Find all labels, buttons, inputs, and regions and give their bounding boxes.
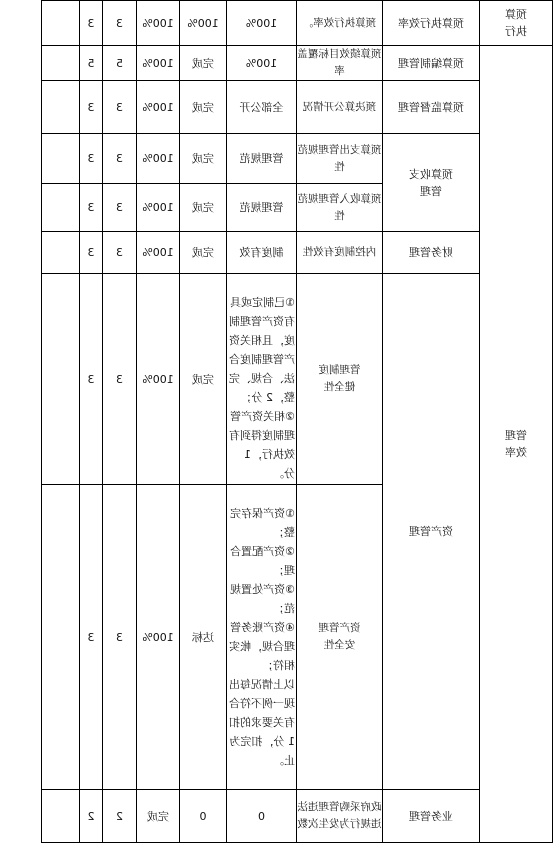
level2-indicator-cell: 预算收支 管理 — [383, 134, 480, 232]
remarks-cell — [42, 1, 80, 46]
remarks-cell — [42, 485, 80, 790]
table-row — [42, 1, 553, 46]
remarks-cell — [42, 134, 80, 184]
completion-rate-cell: 100% — [137, 46, 180, 81]
completion-rate-cell: 100% — [137, 274, 180, 485]
score-cell: 3 — [80, 81, 103, 134]
level3-indicator-cell: 预决算公开情况 — [297, 81, 383, 134]
level2-indicator-cell: 预算执行效率 — [383, 1, 480, 46]
level3-indicator-cell: 预算收入管理规范性 — [297, 184, 383, 232]
level3-indicator-cell: 管理制度 健全性 — [297, 274, 383, 485]
completion-rate-cell: 100% — [137, 81, 180, 134]
score-cell: 2 — [80, 790, 103, 843]
target-value-cell: 100% — [227, 1, 297, 46]
score-cell: 3 — [80, 274, 103, 485]
score-cell: 3 — [80, 134, 103, 184]
weight-cell: 3 — [103, 232, 137, 274]
level3-indicator-cell: 预算绩效目标覆盖率 — [297, 46, 383, 81]
completion-rate-cell: 完成 — [137, 790, 180, 843]
level2-indicator-cell: 预算监督管理 — [383, 81, 480, 134]
level2-indicator-cell: 业务管理 — [383, 790, 480, 843]
actual-value-cell: 完成 — [180, 134, 227, 184]
remarks-cell — [42, 81, 80, 134]
remarks-cell — [42, 232, 80, 274]
weight-cell: 5 — [103, 46, 137, 81]
target-value-cell: 管理规范 — [227, 184, 297, 232]
score-cell: 3 — [80, 485, 103, 790]
level1-indicator-cell: 预算 执行 — [480, 1, 553, 46]
level2-indicator-cell: 财务管理 — [383, 232, 480, 274]
completion-rate-cell: 100% — [137, 485, 180, 790]
actual-value-cell: 0 — [180, 790, 227, 843]
level3-indicator-cell: 政府采购管理违法违规行为发生次数 — [297, 790, 383, 843]
actual-value-cell: 完成 — [180, 232, 227, 274]
completion-rate-cell: 100% — [137, 134, 180, 184]
criteria-text: ①已制定或具有资产管理制度，且相关资产管理制度合法、合规、完整，2 分； ②相关资产管理制度得到有效执行，1 分。 — [229, 296, 295, 480]
actual-value-cell: 完成 — [180, 274, 227, 485]
target-value-cell: 管理规范 — [227, 134, 297, 184]
level3-indicator-cell: 内控制度有效性 — [297, 232, 383, 274]
actual-value-cell: 达标 — [180, 485, 227, 790]
remarks-cell — [42, 46, 80, 81]
score-cell: 5 — [80, 46, 103, 81]
table-row — [42, 81, 553, 134]
completion-rate-cell: 100% — [137, 232, 180, 274]
actual-value-cell: 100% — [180, 1, 227, 46]
actual-value-cell: 完成 — [180, 81, 227, 134]
target-value-cell: 制度有效 — [227, 232, 297, 274]
table-row — [42, 134, 553, 184]
weight-cell: 3 — [103, 1, 137, 46]
actual-value-cell: 完成 — [180, 46, 227, 81]
remarks-cell — [42, 790, 80, 843]
weight-cell: 3 — [103, 81, 137, 134]
criteria-text-cell — [227, 485, 297, 790]
remarks-cell — [42, 274, 80, 485]
level3-indicator-cell: 预算执行效率。 — [297, 1, 383, 46]
target-value-cell: 100% — [227, 46, 297, 81]
completion-rate-cell: 100% — [137, 1, 180, 46]
weight-cell: 3 — [103, 134, 137, 184]
target-value-cell: 全部公开 — [227, 81, 297, 134]
criteria-text-cell — [227, 274, 297, 485]
score-cell: 3 — [80, 184, 103, 232]
score-cell: 3 — [80, 1, 103, 46]
level3-indicator-cell: 资产管理 安全性 — [297, 485, 383, 790]
level3-indicator-cell: 预算支出管理规范性 — [297, 134, 383, 184]
remarks-cell — [42, 184, 80, 232]
target-value-cell: 0 — [227, 790, 297, 843]
level1-indicator-cell: 管理 效率 — [480, 46, 553, 843]
table-row — [42, 46, 553, 81]
level2-indicator-cell: 资产管理 — [383, 274, 480, 790]
table-row — [42, 790, 553, 843]
actual-value-cell: 完成 — [180, 184, 227, 232]
table-row — [42, 274, 553, 485]
weight-cell: 3 — [103, 485, 137, 790]
weight-cell: 3 — [103, 184, 137, 232]
performance-evaluation-table — [41, 0, 553, 843]
weight-cell: 2 — [103, 790, 137, 843]
weight-cell: 3 — [103, 274, 137, 485]
completion-rate-cell: 100% — [137, 184, 180, 232]
table-row — [42, 232, 553, 274]
score-cell: 3 — [80, 232, 103, 274]
level2-indicator-cell: 预算编制管理 — [383, 46, 480, 81]
criteria-text: ①资产保存完整； ②资产配置合理； ③资产处置规范； ④资产账务管理合规，帐实相符； 以上情况每出现一例不符合有关要求的扣 1 分，扣完为止。 — [229, 507, 295, 767]
